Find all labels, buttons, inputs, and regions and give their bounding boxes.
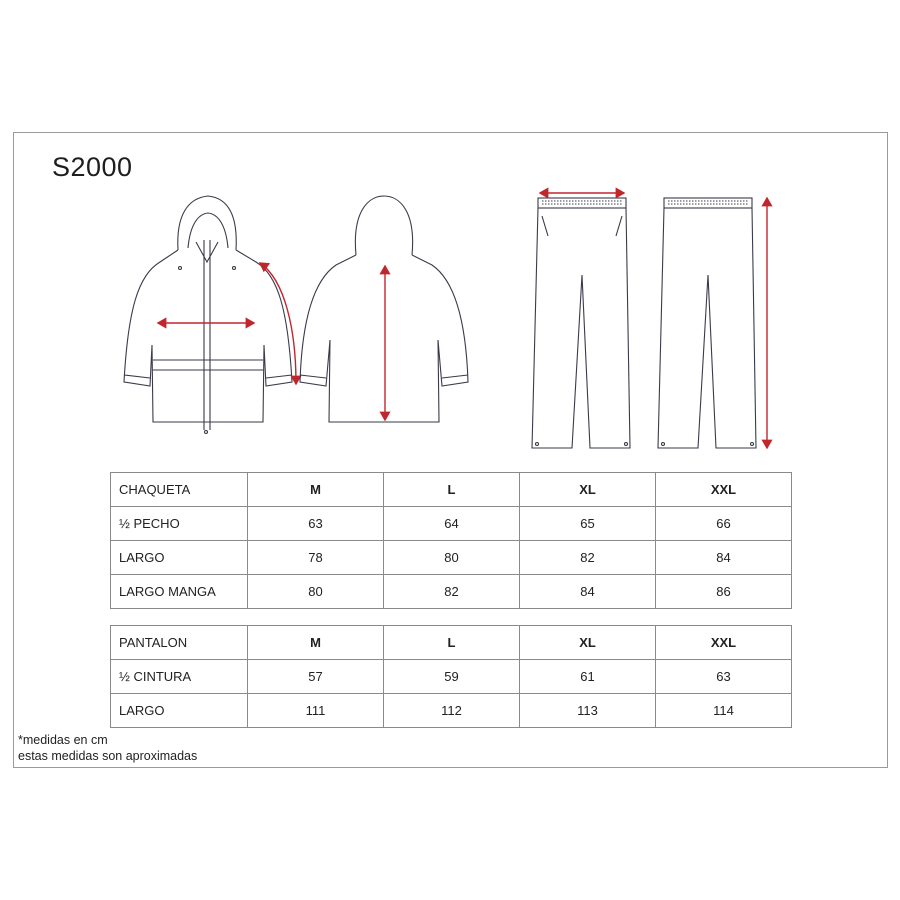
table-cell: 63 [656,660,792,694]
jacket-front-measure-lines [158,263,296,384]
units-note: *medidas en cm [18,733,108,747]
table-cell: 80 [248,575,384,609]
table-cell: 59 [384,660,520,694]
pants-back-drawing [658,198,756,448]
table-row [111,507,792,541]
jacket-front-drawing [124,196,292,434]
table-cell: XXL [656,626,792,660]
table-row [111,694,792,728]
table-header-row [111,626,792,660]
table-cell: XL [520,626,656,660]
jacket-size-table [110,472,792,609]
table-cell: ½ CINTURA [111,660,248,694]
table-cell: ½ PECHO [111,507,248,541]
table-cell: 61 [520,660,656,694]
table-cell: XL [520,473,656,507]
table-cell: 57 [248,660,384,694]
table-cell: 84 [520,575,656,609]
table-cell: 65 [520,507,656,541]
jacket-back-drawing [300,196,468,422]
table-cell: CHAQUETA [111,473,248,507]
table-row [111,541,792,575]
table-row [111,575,792,609]
table-row [111,660,792,694]
table-cell: M [248,473,384,507]
table-cell: L [384,626,520,660]
table-cell: L [384,473,520,507]
table-cell: 80 [384,541,520,575]
table-cell: 86 [656,575,792,609]
approximation-note: estas medidas son aproximadas [18,749,198,763]
table-cell: LARGO [111,694,248,728]
table-cell: LARGO [111,541,248,575]
table-cell: 64 [384,507,520,541]
table-cell: 82 [384,575,520,609]
table-cell: PANTALON [111,626,248,660]
table-cell: 111 [248,694,384,728]
table-cell: 63 [248,507,384,541]
table-cell: 112 [384,694,520,728]
pants-front-drawing [532,198,630,448]
table-cell: LARGO MANGA [111,575,248,609]
table-cell: 66 [656,507,792,541]
pants-size-table [110,625,792,728]
table-cell: XXL [656,473,792,507]
table-header-row [111,473,792,507]
table-cell: M [248,626,384,660]
table-cell: 113 [520,694,656,728]
table-cell: 84 [656,541,792,575]
table-cell: 114 [656,694,792,728]
product-title: S2000 [52,152,133,182]
table-cell: 78 [248,541,384,575]
table-cell: 82 [520,541,656,575]
